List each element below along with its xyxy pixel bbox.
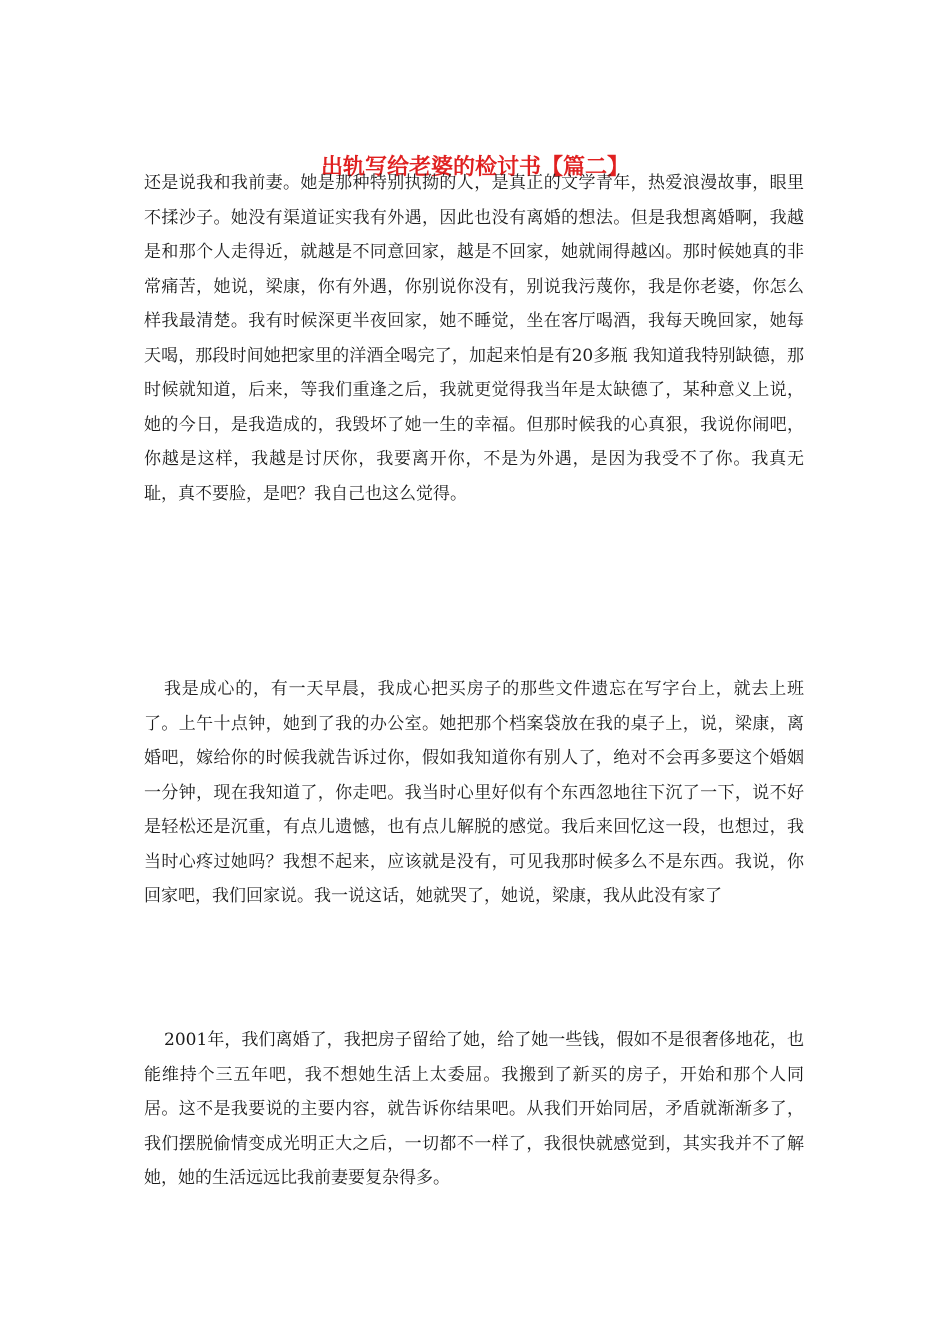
paragraph-2: 我是成心的，有一天早晨，我成心把买房子的那些文件遗忘在写字台上，就去上班了。上午十点钟，她到了我的办公室。她把那个档案袋放在我的桌子上，说，梁康，离婚吧，嫁给你的时候我就告诉过你，假如我知道你有别人了，绝对不会再多要这个婚姻一分钟，现在我知道了，你走吧。我当时心里好似有个东西忽地往下沉了一下，说不好是轻松还是沉重，有点儿遗憾，也有点儿解脱的感觉。我后来回忆这一段，也想过，我当时心疼过她吗？我想不起来，应该就是没有，可见我那时候多么不是东西。我说，你回家吧，我们回家说。我一说这话，她就哭了，她说，梁康，我从此没有家了 bbox=[144, 679, 804, 906]
paragraph-3: 2001年，我们离婚了，我把房子留给了她，给了她一些钱，假如不是很奢侈地花，也能维持个三五年吧，我不想她生活上太委屈。我搬到了新买的房子，开始和那个人同居。这不是我要说的主要内容，就告诉你结果吧。从我们开始同居，矛盾就渐渐多了，我们摆脱偷情变成光明正大之后，一切都不一样了，我很快就感觉到，其实我并不了解她，她的生活远远比我前妻要复杂得多。 bbox=[144, 1030, 804, 1188]
paragraph-1: 还是说我和我前妻。她是那种特别执拗的人，是真正的文学青年，热爱浪漫故事，眼里不揉沙子。她没有渠道证实我有外遇，因此也没有离婚的想法。但是我想离婚啊，我越是和那个人走得近，就越是不同意回家，越是不回家，她就闹得越凶。那时候她真的非常痛苦，她说，梁康，你有外遇，你别说你没有，别说我污蔑你，我是你老婆，你怎么样我最清楚。我有时候深更半夜回家，她不睡觉，坐在客厅喝酒，我每天晚回家，她每天喝，那段时间她把家里的洋酒全喝完了，加起来怕是有20多瓶 我知道我特别缺德，那时候就知道，后来，等我们重逢之后，我就更觉得我当年是太缺德了，某种意义上说，她的今日，是我造成的，我毁坏了她一生的幸福。但那时候我的心真狠，我说你闹吧，你越是这样，我越是讨厌你，我要离开你，不是为外遇，是因为我受不了你。我真无耻，真不要脸，是吧？我自己也这么觉得。 bbox=[144, 173, 804, 504]
document-title: 出轨写给老婆的检讨书【篇二】 bbox=[320, 154, 629, 180]
